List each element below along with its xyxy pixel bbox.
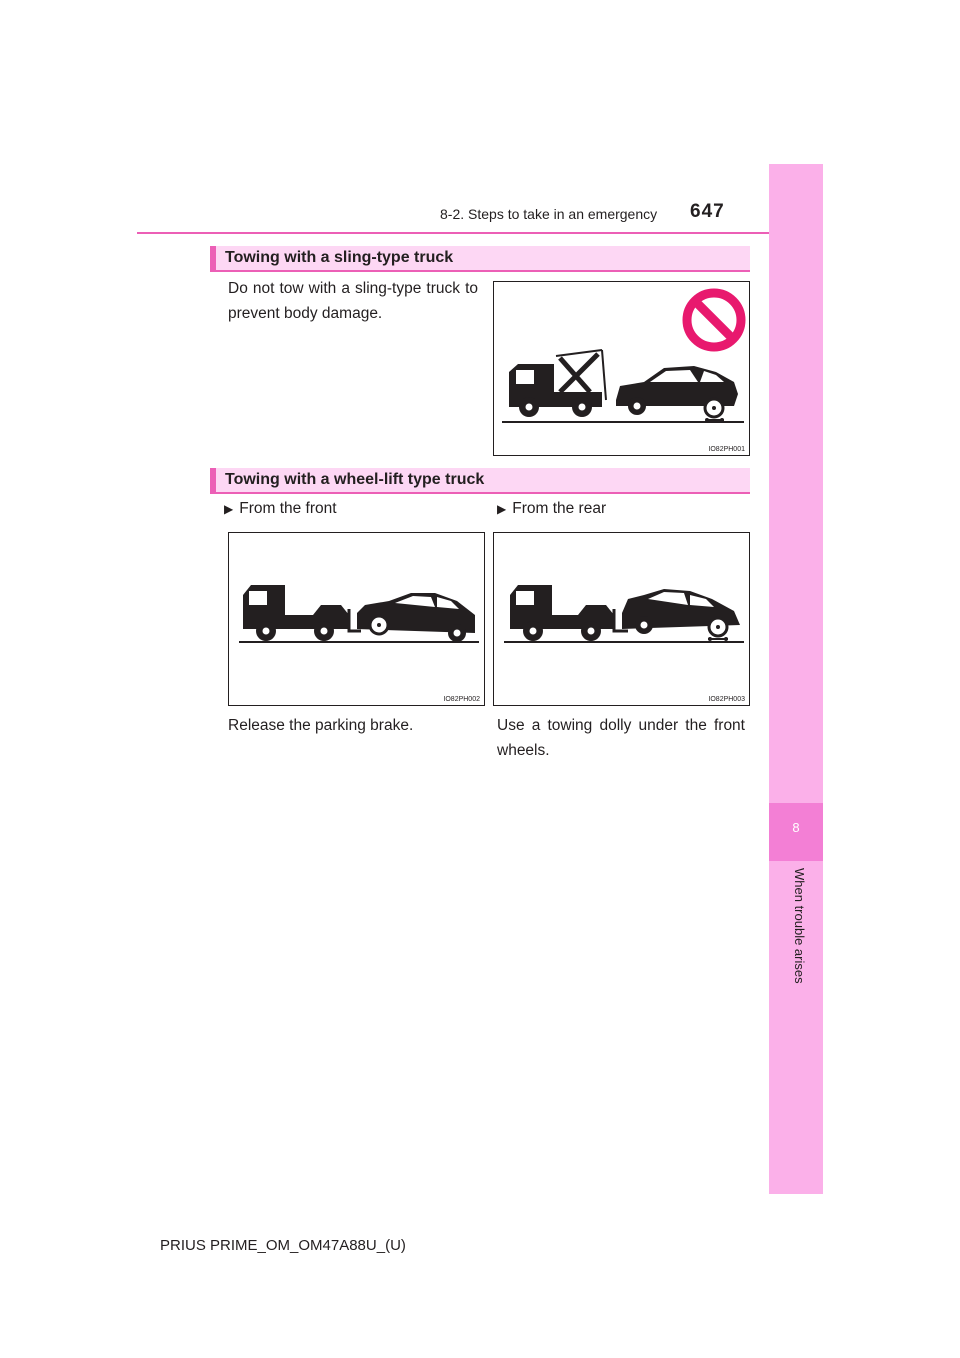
header-section-title: 8-2. Steps to take in an emergency xyxy=(440,206,658,222)
prohibited-icon xyxy=(687,293,741,347)
heading-text: Towing with a sling-type truck xyxy=(225,249,454,266)
label-from-rear xyxy=(497,500,606,518)
figure-id: IO82PH001 xyxy=(708,446,745,453)
wheel-lift-rear-illustration xyxy=(494,533,751,707)
figure-id: IO82PH002 xyxy=(443,696,480,703)
heading-accent-bar xyxy=(210,246,216,270)
sling-truck-illustration xyxy=(494,282,751,457)
label-from-front xyxy=(224,500,337,518)
chapter-side-tab xyxy=(769,164,823,1194)
heading-accent-bar xyxy=(210,468,216,492)
heading-text: Towing with a wheel-lift type truck xyxy=(225,471,485,488)
figure-id: IO82PH003 xyxy=(708,696,745,703)
figure-tow-from-front xyxy=(228,532,485,706)
caption-rear: Use a towing dolly under the front wheels. xyxy=(497,717,745,759)
triangle-right-icon: ▶ xyxy=(497,502,507,516)
sling-warning-text: Do not tow with a sling-type truck to prevent body damage. xyxy=(228,280,478,322)
caption-front: Release the parking brake. xyxy=(228,717,414,734)
figure-tow-from-rear xyxy=(493,532,750,706)
page-number: 647 xyxy=(690,201,725,222)
header-rule xyxy=(137,232,823,234)
chapter-title: When trouble arises xyxy=(792,868,807,984)
section-heading-sling xyxy=(210,246,750,272)
triangle-right-icon: ▶ xyxy=(224,502,234,516)
figure-sling-truck xyxy=(493,281,750,456)
label-text: From the rear xyxy=(512,500,607,517)
chapter-number: 8 xyxy=(792,820,800,835)
section-heading-wheel-lift xyxy=(210,468,750,494)
footer-document-code: PRIUS PRIME_OM_OM47A88U_(U) xyxy=(160,1237,406,1254)
label-text: From the front xyxy=(239,500,337,517)
wheel-lift-front-illustration xyxy=(229,533,486,707)
